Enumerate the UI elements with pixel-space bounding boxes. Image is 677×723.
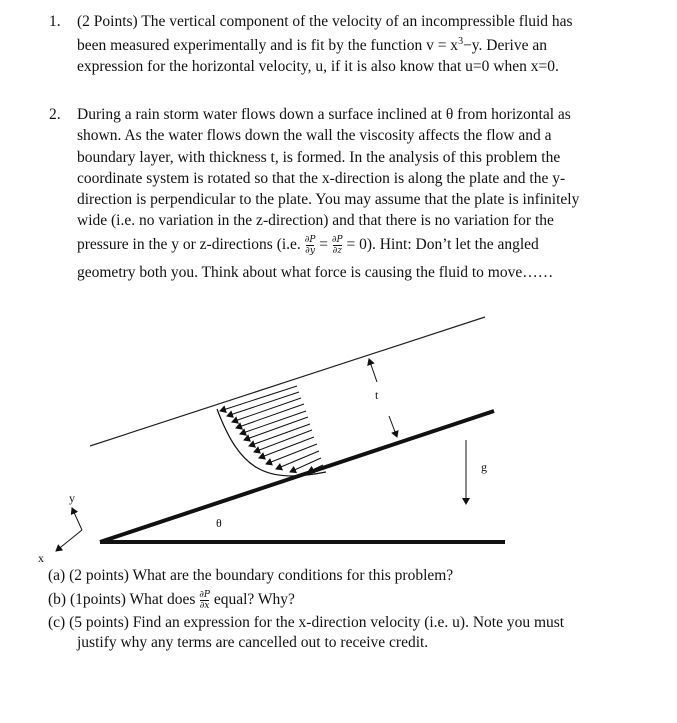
q2-line-8: geometry both you. Think about what force is causing the fluid to move…… — [77, 264, 554, 281]
x-axis-arrow — [56, 530, 82, 551]
q2-line-2: shown. As the water flows down the wall the viscosity affects the flow and a — [77, 127, 552, 144]
q2-line-4: coordinate system is rotated so that the x-direction is along the plate and the y- — [77, 170, 566, 187]
y-axis-label: y — [69, 491, 75, 505]
free-surface-line — [90, 317, 485, 446]
q1-number: 1. — [49, 13, 61, 30]
q2-number: 2. — [49, 106, 61, 123]
thickness-label: t — [375, 388, 379, 402]
part-a: (a) (2 points) What are the boundary conditions for this problem? — [48, 567, 454, 584]
q2-line-7: pressure in the y or z-directions (i.e. $\frac{\partial P}{\partial y} = \frac{\partial P}{\partial z} = 0$). Hint: Don’t let the angled — [77, 235, 539, 256]
thickness-arrow-down — [389, 416, 397, 437]
dp-dx-fraction: $\frac{\partial P}{\partial x}$ — [199, 590, 210, 611]
dp-dy-fraction: $\frac{\partial P}{\partial y}$ — [304, 235, 316, 256]
q2-line-3: boundary layer, with thickness t, is formed. In the analysis of this problem the — [77, 149, 561, 166]
q2-line-6: wide (i.e. no variation in the z-direction) and that there is no variation for the — [77, 212, 554, 229]
part-c-line-2: justify why any terms are cancelled out to receive credit. — [77, 634, 429, 651]
part-b: (b) (1points) What does $\frac{\partial P}{\partial x}$ equal? Why? — [48, 590, 295, 611]
gravity-label: g — [481, 460, 487, 474]
q1-line-1: (2 Points) The vertical component of the velocity of an incompressible fluid has — [77, 13, 573, 30]
inclined-plate — [100, 411, 494, 542]
dp-dz-fraction: $\frac{\partial P}{\partial z}$ — [331, 235, 343, 256]
part-c-line-1: (c) (5 points) Find an expression for the x-direction velocity (i.e. u). Note you must — [48, 614, 565, 631]
q2-line-1: During a rain storm water flows down a surface inclined at θ from horizontal as — [77, 106, 571, 123]
q2-line-5: direction is perpendicular to the plate. You may assume that the plate is infinitely — [77, 191, 580, 208]
x-axis-label: x — [38, 551, 44, 565]
q1-line-2: been measured experimentally and is fit by the function $v = x^3-y$. Derive an — [77, 36, 547, 55]
y-axis-arrow — [72, 508, 82, 530]
thickness-arrow-up — [369, 359, 377, 382]
velocity-profile-curve — [217, 409, 326, 476]
theta-label: θ — [216, 516, 222, 530]
q1-line-3: expression for the horizontal velocity, u, if it is also know that u=0 when x=0. — [77, 58, 559, 75]
